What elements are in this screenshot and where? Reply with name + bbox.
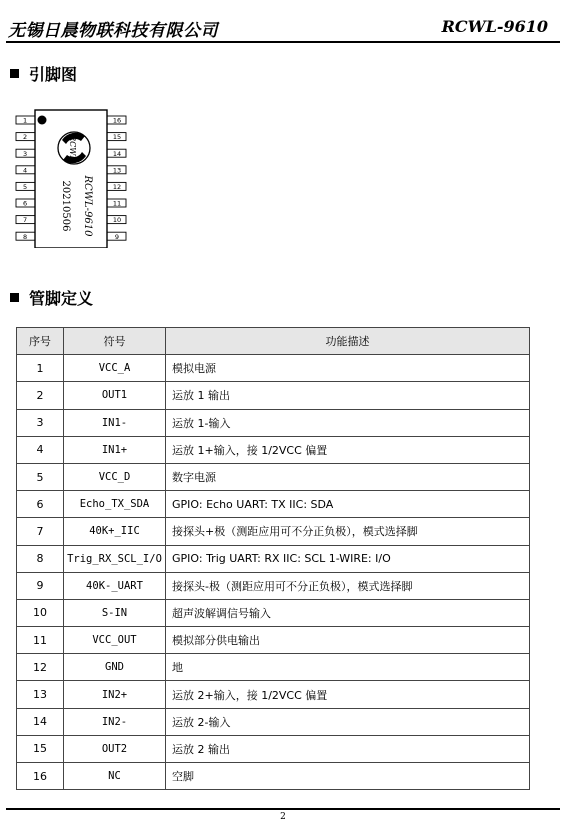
col-header-symbol: 符号 — [64, 328, 166, 355]
pin-symbol-cell: IN2+ — [64, 681, 166, 708]
pin-number-cell: 11 — [17, 627, 64, 654]
chip-pin-label: 3 — [23, 149, 28, 158]
pin-symbol-cell: S-IN — [64, 599, 166, 626]
chip-pin-label: 10 — [112, 216, 122, 225]
pin-symbol-cell: Trig_RX_SCL_I/O — [64, 545, 166, 572]
pin-number-cell: 15 — [17, 735, 64, 762]
pin-description-cell: 模拟部分供电输出 — [166, 627, 530, 654]
table-row — [17, 491, 530, 518]
chip-logo-text: RCWL — [68, 135, 77, 161]
pin-number-cell: 5 — [17, 463, 64, 490]
pin-description-cell: 超声波解调信号输入 — [166, 599, 530, 626]
table-row — [17, 436, 530, 463]
chip-logo-icon — [58, 132, 90, 164]
pin-symbol-cell: IN1- — [64, 409, 166, 436]
pin-description-cell: 模拟电源 — [166, 355, 530, 382]
pin-number-cell: 12 — [17, 654, 64, 681]
pin-description-cell: 运放 1-输入 — [166, 409, 530, 436]
pin-definition-table — [16, 327, 530, 790]
table-row — [17, 599, 530, 626]
pin-description-cell: 运放 2+输入，接 1/2VCC 偏置 — [166, 681, 530, 708]
pin-number-cell: 4 — [17, 436, 64, 463]
table-header-row — [17, 328, 530, 355]
pin-description-cell: 接探头+极（测距应用可不分正负极），模式选择脚 — [166, 518, 530, 545]
chip-pinout-diagram — [15, 108, 131, 248]
pin-number-cell: 7 — [17, 518, 64, 545]
header-rule — [6, 41, 560, 43]
table-row — [17, 627, 530, 654]
chip-pin-label: 14 — [112, 149, 122, 158]
pin-symbol-cell: 40K+_IIC — [64, 518, 166, 545]
chip-marking-date: 20210506 — [60, 180, 71, 232]
pin-number-cell: 10 — [17, 599, 64, 626]
table-row — [17, 545, 530, 572]
pin-symbol-cell: NC — [64, 763, 166, 790]
section-pinout-title: 引脚图 — [29, 65, 78, 84]
chip-pin-label: 4 — [23, 166, 28, 175]
pin-description-cell: 接探头-极（测距应用可不分正负极），模式选择脚 — [166, 572, 530, 599]
pin-symbol-cell: 40K-_UART — [64, 572, 166, 599]
table-row — [17, 355, 530, 382]
pin-symbol-cell: VCC_OUT — [64, 627, 166, 654]
table-row — [17, 708, 530, 735]
model-number: RCWL-9610 — [441, 17, 548, 36]
square-bullet-icon — [10, 69, 19, 78]
table-row — [17, 572, 530, 599]
col-header-description: 功能描述 — [166, 328, 530, 355]
chip-pin-label: 12 — [112, 183, 122, 191]
table-row — [17, 463, 530, 490]
pin-description-cell: 数字电源 — [166, 463, 530, 490]
pin-symbol-cell: VCC_D — [64, 463, 166, 490]
table-row — [17, 763, 530, 790]
pin-description-cell: GPIO: Echo UART: TX IIC: SDA — [166, 491, 530, 518]
table-row — [17, 409, 530, 436]
square-bullet-icon — [10, 293, 19, 302]
chip-pin-label: 9 — [114, 232, 120, 241]
table-row — [17, 382, 530, 409]
pin-description-cell: 地 — [166, 654, 530, 681]
chip-pin-label: 11 — [112, 199, 122, 208]
pin-description-cell: 运放 1 输出 — [166, 382, 530, 409]
table-row — [17, 518, 530, 545]
chip-marking-model: RCWL-9610 — [82, 175, 93, 237]
pin-symbol-cell: GND — [64, 654, 166, 681]
pin-symbol-cell: Echo_TX_SDA — [64, 491, 166, 518]
pin-number-cell: 8 — [17, 545, 64, 572]
company-name: 无锡日晨物联科技有限公司 — [8, 21, 218, 41]
table-row — [17, 654, 530, 681]
chip-pin-label: 16 — [112, 116, 122, 125]
chip-pin-label: 5 — [23, 183, 28, 191]
pin-number-cell: 14 — [17, 708, 64, 735]
table-row — [17, 681, 530, 708]
col-header-number: 序号 — [17, 328, 64, 355]
pin-description-cell: GPIO: Trig UART: RX IIC: SCL 1-WIRE: I/O — [166, 545, 530, 572]
chip-pin-label: 6 — [23, 199, 28, 208]
pin-description-cell: 运放 2-输入 — [166, 708, 530, 735]
pin-number-cell: 6 — [17, 491, 64, 518]
footer-rule — [6, 808, 560, 810]
pin-number-cell: 2 — [17, 382, 64, 409]
pin-description-cell: 运放 1+输入，接 1/2VCC 偏置 — [166, 436, 530, 463]
pin-description-cell: 空脚 — [166, 763, 530, 790]
section-pin-definition-title: 管脚定义 — [29, 289, 94, 308]
pin-symbol-cell: OUT1 — [64, 382, 166, 409]
pin-symbol-cell: VCC_A — [64, 355, 166, 382]
pin-number-cell: 13 — [17, 681, 64, 708]
pin-number-cell: 1 — [17, 355, 64, 382]
page-number: 2 — [280, 812, 286, 822]
pin-number-cell: 16 — [17, 763, 64, 790]
chip-pin-label: 2 — [23, 133, 28, 142]
chip-pin-label: 7 — [23, 216, 28, 225]
section-pin-definition — [10, 286, 93, 309]
pin-symbol-cell: IN1+ — [64, 436, 166, 463]
pin-number-cell: 9 — [17, 572, 64, 599]
table-row — [17, 735, 530, 762]
pin-number-cell: 3 — [17, 409, 64, 436]
pin1-dot-icon — [38, 116, 47, 125]
chip-pin-label: 8 — [23, 232, 28, 241]
pin-symbol-cell: OUT2 — [64, 735, 166, 762]
chip-pin-label: 15 — [112, 133, 122, 142]
pin-symbol-cell: IN2- — [64, 708, 166, 735]
chip-pin-label: 1 — [23, 116, 28, 125]
section-pinout — [10, 62, 77, 85]
chip-pin-label: 13 — [112, 166, 122, 175]
pin-description-cell: 运放 2 输出 — [166, 735, 530, 762]
